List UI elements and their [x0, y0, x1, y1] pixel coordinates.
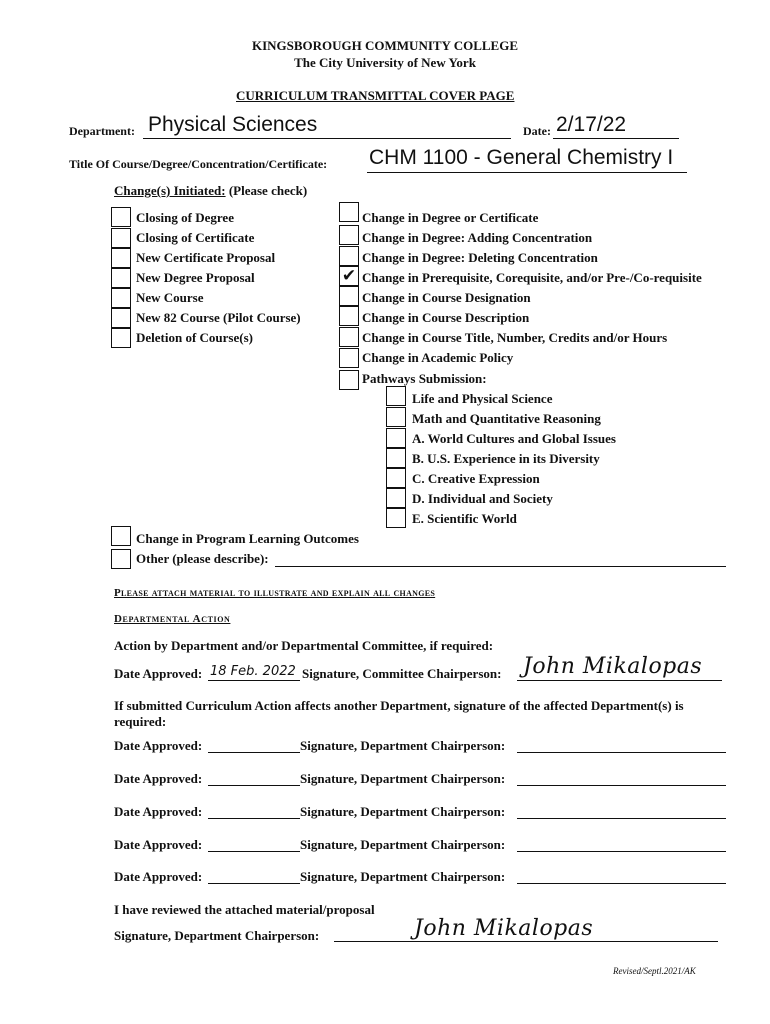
committee-sig-underline	[517, 680, 722, 681]
final-sig-label: Signature, Department Chairperson:	[114, 928, 320, 943]
revised-note: Revised/Septl.2021/AK	[613, 966, 696, 976]
date-field[interactable]: 2/17/22	[556, 113, 627, 136]
approval-sig-label: Signature, Department Chairperson:	[300, 771, 506, 786]
approval-sig-label: Signature, Department Chairperson:	[300, 869, 506, 884]
option-label: Change in Course Title, Number, Credits and/or Hours	[362, 330, 668, 345]
approval-sig-field[interactable]	[517, 785, 726, 786]
changes-note: (Please check)	[228, 183, 308, 198]
affected-text: If submitted Curriculum Action affects another Department, signature of the affected Department(s) is required:	[114, 698, 684, 729]
checkbox-course-description[interactable]	[339, 306, 359, 326]
checkbox-world-cultures[interactable]	[386, 428, 406, 448]
changes-heading-label: Change(s) Initiated:	[114, 183, 226, 198]
option-label: Closing of Certificate	[136, 230, 255, 245]
approval-date-field[interactable]	[208, 883, 300, 884]
option-label: Deletion of Course(s)	[136, 330, 253, 345]
checkbox-new-82-course[interactable]	[111, 308, 131, 328]
option-label: A. World Cultures and Global Issues	[412, 431, 616, 446]
checkbox-scientific-world[interactable]	[386, 508, 406, 528]
committee-signature[interactable]: John Mikalopas	[523, 654, 703, 679]
checkbox-pathways[interactable]	[339, 370, 359, 390]
checkbox-new-course[interactable]	[111, 288, 131, 308]
approval-sig-label: Signature, Department Chairperson:	[300, 738, 506, 753]
approval-date-label: Date Approved:	[114, 837, 203, 852]
checkbox-course-title-number[interactable]	[339, 327, 359, 347]
option-label: New Degree Proposal	[136, 270, 255, 285]
approval-sig-field[interactable]	[517, 851, 726, 852]
checkbox-other[interactable]	[111, 549, 131, 569]
title-label: Title Of Course/Degree/Concentration/Certificate:	[69, 157, 328, 171]
option-label: New Course	[136, 290, 204, 305]
approval-sig-label: Signature, Department Chairperson:	[300, 804, 506, 819]
option-label: Change in Course Description	[362, 310, 530, 325]
option-label: Pathways Submission:	[362, 371, 487, 386]
departmental-action-heading: Departmental Action	[114, 613, 231, 625]
checkbox-closing-degree[interactable]	[111, 207, 131, 227]
option-label: Change in Degree: Adding Concentration	[362, 230, 593, 245]
checkbox-deletion-course[interactable]	[111, 328, 131, 348]
university-name: The City University of New York	[294, 55, 476, 70]
approval-date-label: Date Approved:	[114, 804, 203, 819]
committee-date-underline	[208, 680, 300, 681]
department-field[interactable]: Physical Sciences	[148, 113, 318, 136]
checkbox-new-certificate[interactable]	[111, 248, 131, 268]
option-label: Closing of Degree	[136, 210, 234, 225]
college-name: KINGSBOROUGH COMMUNITY COLLEGE	[251, 38, 519, 53]
committee-date-label: Date Approved:	[114, 666, 203, 681]
option-label: New 82 Course (Pilot Course)	[136, 310, 301, 325]
check-mark-icon: ✔	[341, 266, 357, 286]
approval-sig-field[interactable]	[517, 883, 726, 884]
checkbox-life-physical-science[interactable]	[386, 386, 406, 406]
option-label: Change in Course Designation	[362, 290, 531, 305]
title-underline	[367, 172, 687, 173]
form-title: CURRICULUM TRANSMITTAL COVER PAGE	[236, 88, 515, 103]
checkbox-creative-expression[interactable]	[386, 468, 406, 488]
option-label: New Certificate Proposal	[136, 250, 276, 265]
checkbox-change-prerequisite[interactable]	[339, 266, 359, 286]
checkbox-academic-policy[interactable]	[339, 348, 359, 368]
checkbox-math-quantitative[interactable]	[386, 407, 406, 427]
option-label: Change in Program Learning Outcomes	[136, 531, 359, 546]
attach-note: Please attach material to illustrate and explain all changes	[114, 587, 436, 599]
checkbox-closing-certificate[interactable]	[111, 228, 131, 248]
checkbox-adding-concentration[interactable]	[339, 225, 359, 245]
option-label: B. U.S. Experience in its Diversity	[412, 451, 600, 466]
checkbox-new-degree[interactable]	[111, 268, 131, 288]
committee-date-field[interactable]: 18 Feb. 2022	[210, 664, 296, 679]
approval-sig-label: Signature, Department Chairperson:	[300, 837, 506, 852]
department-label: Department:	[69, 124, 135, 138]
option-label: E. Scientific World	[412, 511, 517, 526]
checkbox-deleting-concentration[interactable]	[339, 246, 359, 266]
option-label: Life and Physical Science	[412, 391, 553, 406]
action-text: Action by Department and/or Departmental Committee, if required:	[114, 638, 494, 653]
approval-sig-field[interactable]	[517, 818, 726, 819]
approval-date-field[interactable]	[208, 818, 300, 819]
checkbox-change-degree-certificate[interactable]	[339, 202, 359, 222]
option-label: Change in Academic Policy	[362, 350, 514, 365]
date-label: Date:	[523, 124, 551, 138]
option-label: Other (please describe):	[136, 551, 269, 566]
final-sig-underline	[334, 941, 718, 942]
option-label: C. Creative Expression	[412, 471, 540, 486]
title-field[interactable]: CHM 1100 - General Chemistry I	[369, 146, 674, 169]
approval-date-label: Date Approved:	[114, 771, 203, 786]
approval-date-field[interactable]	[208, 752, 300, 753]
option-label: D. Individual and Society	[412, 491, 553, 506]
reviewed-text: I have reviewed the attached material/proposal	[114, 902, 375, 917]
checkbox-us-experience[interactable]	[386, 448, 406, 468]
other-describe-field[interactable]	[275, 566, 726, 567]
committee-sig-label: Signature, Committee Chairperson:	[302, 666, 502, 681]
checkbox-individual-society[interactable]	[386, 488, 406, 508]
option-label: Math and Quantitative Reasoning	[412, 411, 601, 426]
final-signature[interactable]: John Mikalopas	[414, 916, 594, 941]
approval-date-label: Date Approved:	[114, 869, 203, 884]
checkbox-course-designation[interactable]	[339, 286, 359, 306]
date-underline	[553, 138, 679, 139]
option-label: Change in Degree or Certificate	[362, 210, 539, 225]
approval-sig-field[interactable]	[517, 752, 726, 753]
approval-date-label: Date Approved:	[114, 738, 203, 753]
checkbox-program-learning-outcomes[interactable]	[111, 526, 131, 546]
approval-date-field[interactable]	[208, 785, 300, 786]
changes-heading	[114, 183, 307, 199]
approval-date-field[interactable]	[208, 851, 300, 852]
option-label: Change in Degree: Deleting Concentration	[362, 250, 598, 265]
option-label: Change in Prerequisite, Corequisite, and/or Pre-/Co-requisite	[362, 270, 702, 285]
department-underline	[143, 138, 511, 139]
